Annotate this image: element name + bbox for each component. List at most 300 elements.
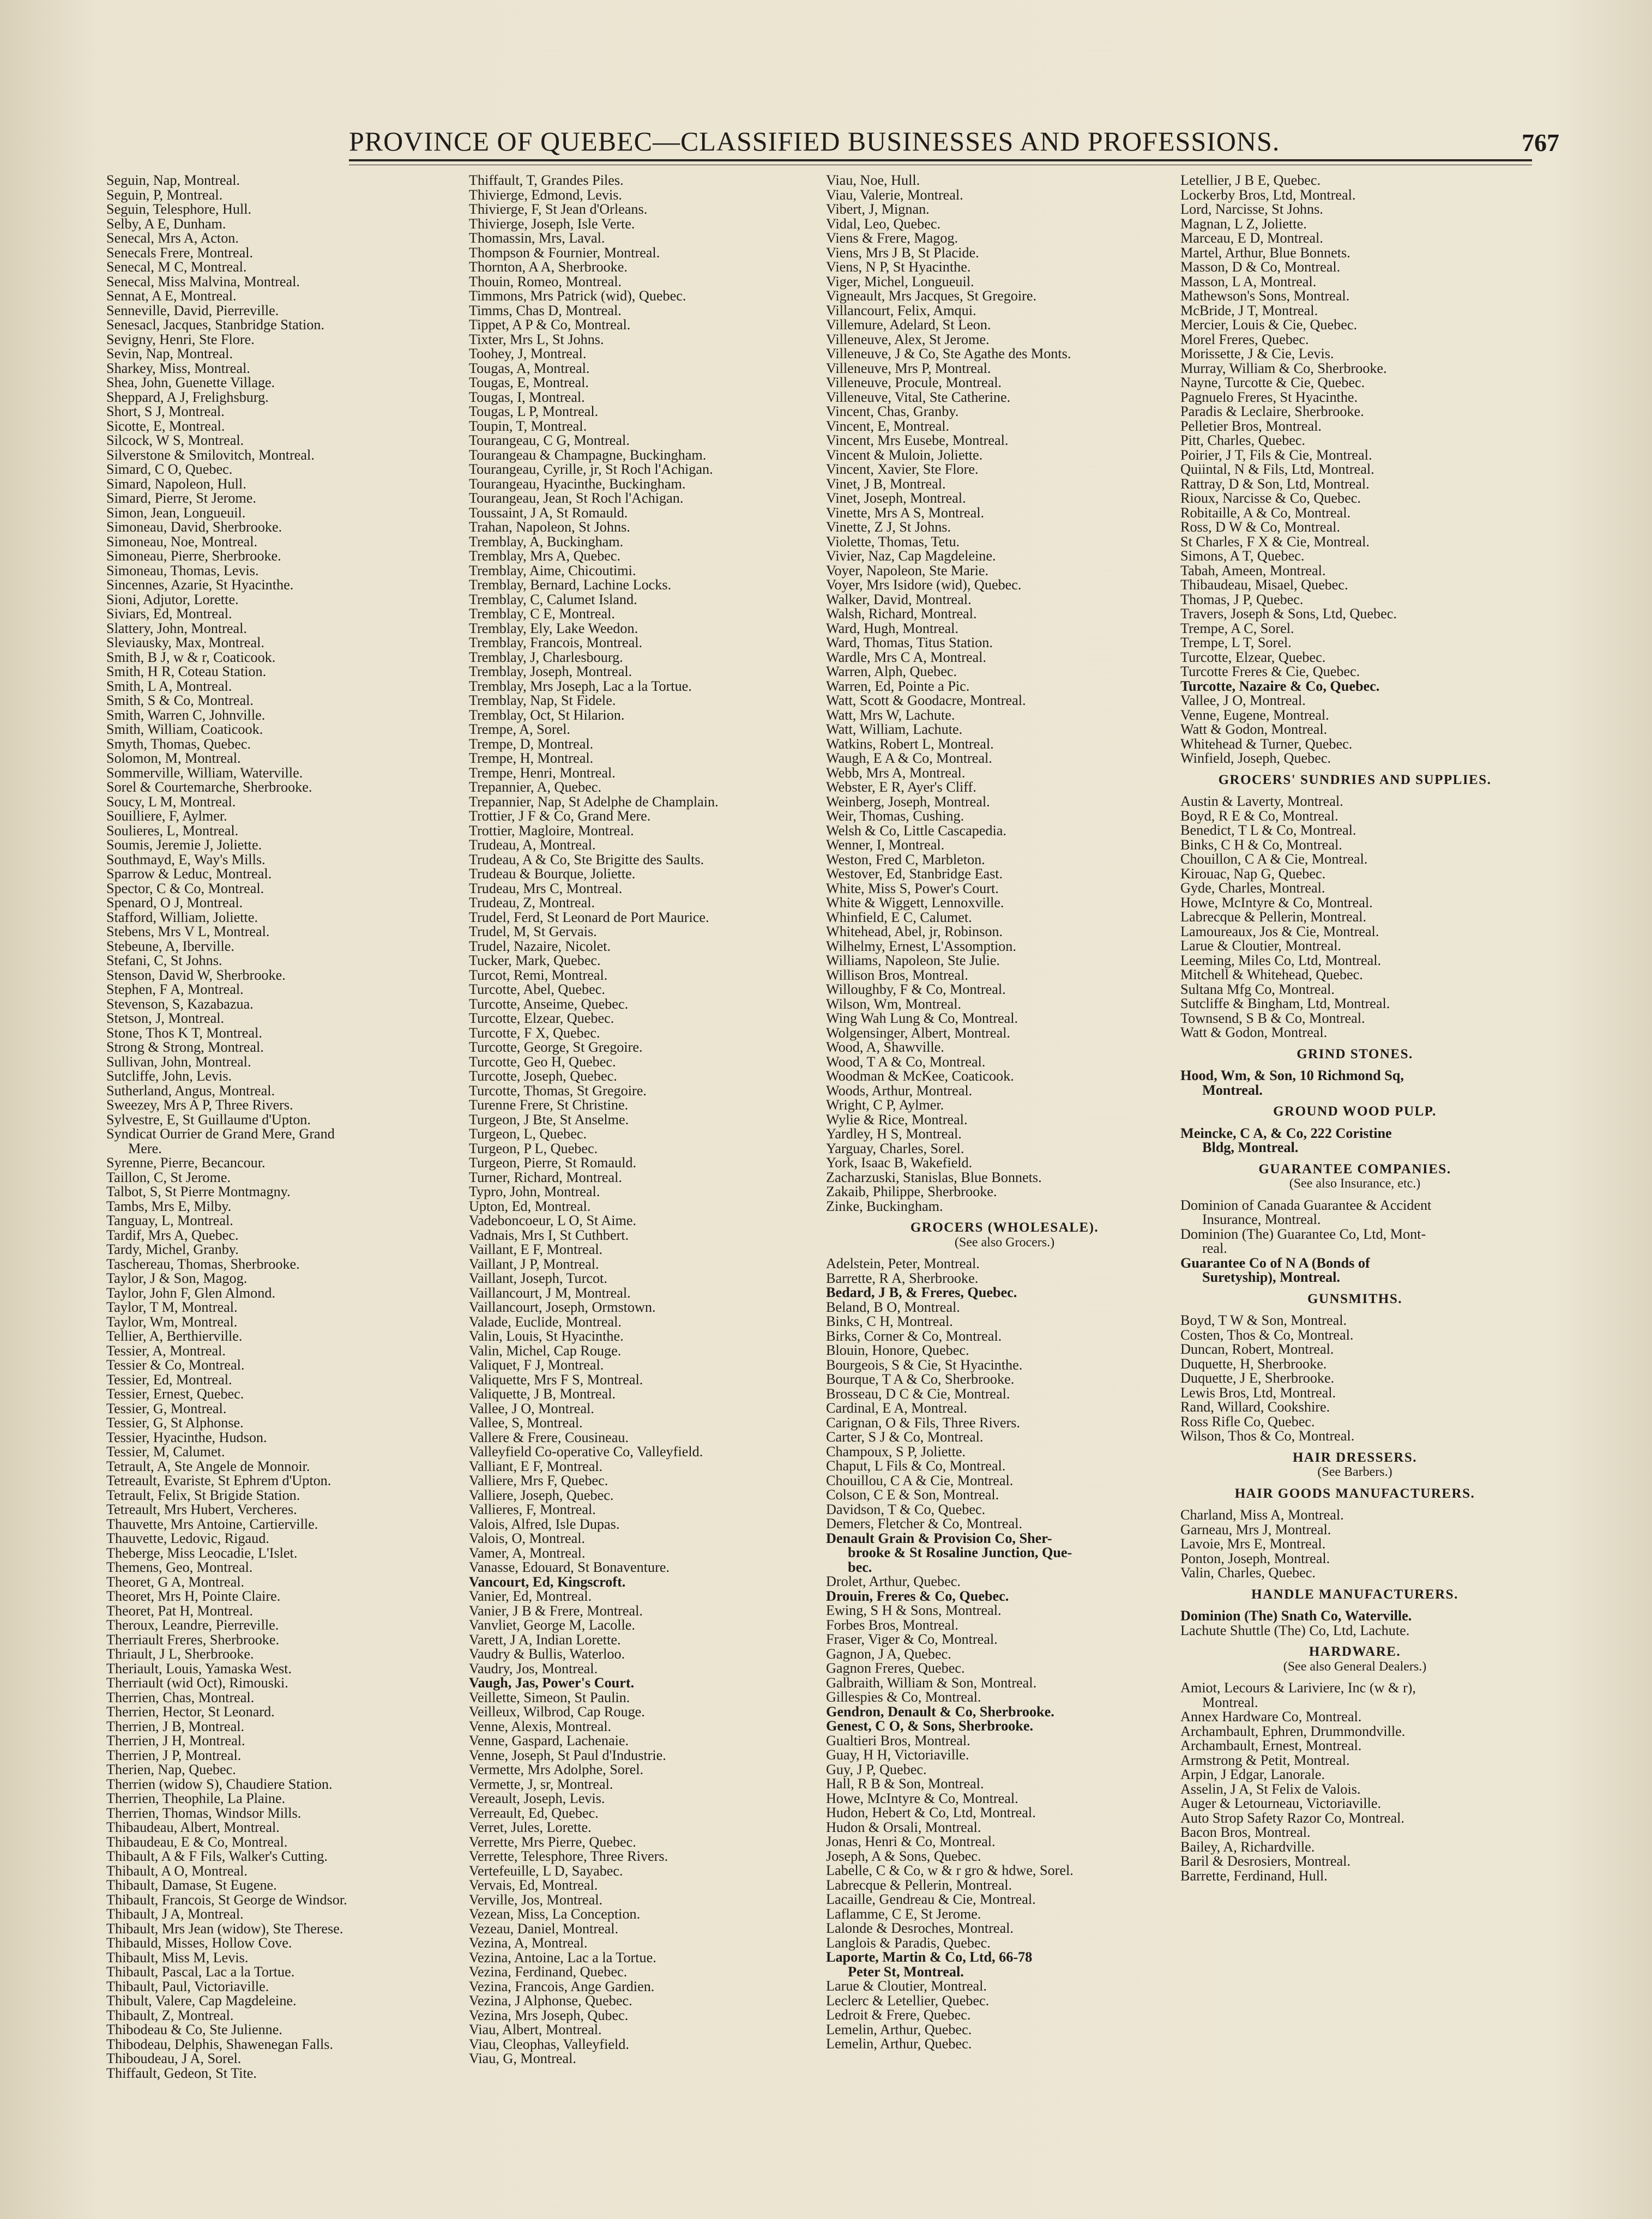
- listing-entry: Sincennes, Azarie, St Hyacinthe.: [106, 577, 294, 593]
- listing-entry: Watt, Scott & Goodacre, Montreal.: [826, 692, 1026, 708]
- listing-entry: Trepannier, A, Quebec.: [469, 779, 602, 795]
- listing-entry: Viger, Michel, Longueuil.: [826, 273, 974, 290]
- listing-entry: Bacon Bros, Montreal.: [1180, 1824, 1311, 1840]
- listing-entry: Austin & Laverty, Montreal.: [1180, 793, 1343, 809]
- listing-entry: Toupin, T, Montreal.: [469, 418, 587, 434]
- listing-entry: Wilson, Wm, Montreal.: [826, 996, 961, 1012]
- listing-entry: Stetson, J, Montreal.: [106, 1010, 225, 1026]
- listing-entry: Binks, C H & Co, Montreal.: [1180, 836, 1342, 853]
- listing-entry: Venne, Gaspard, Lachenaie.: [469, 1733, 629, 1748]
- listing-entry: Theoret, Pat H, Montreal.: [106, 1602, 254, 1619]
- listing-entry: Letellier, J B E, Quebec.: [1180, 173, 1321, 188]
- listing-entry: Thompson & Fournier, Montreal.: [469, 244, 660, 261]
- listing-entry: Beland, B O, Montreal.: [826, 1299, 960, 1315]
- listing-entry: Shea, John, Guenette Village.: [106, 375, 275, 390]
- listing-entry: Turcotte, Thomas, St Gregoire.: [469, 1082, 647, 1099]
- section-heading: GRIND STONES.: [1297, 1046, 1413, 1062]
- listing-entry: Quiintal, N & Fils, Ltd, Montreal.: [1180, 461, 1374, 477]
- listing-entry: Vaudry, Jos, Montreal.: [469, 1660, 598, 1677]
- listing-entry: Wolgensinger, Albert, Montreal.: [826, 1024, 1010, 1041]
- listing-entry: Tougas, A, Montreal.: [469, 360, 590, 376]
- listing-entry: Turner, Richard, Montreal.: [469, 1169, 622, 1185]
- listing-entry: Valois, Alfred, Isle Dupas.: [469, 1516, 620, 1532]
- listing-entry: Lord, Narcisse, St Johns.: [1180, 201, 1323, 217]
- listing-entry: Tremblay, Mrs A, Quebec.: [469, 548, 621, 564]
- listing-entry: Champoux, S P, Joliette.: [826, 1443, 966, 1460]
- listing-entry: Vezina, J Alphonse, Quebec.: [469, 1993, 632, 2009]
- listing-entry: Labrecque & Pellerin, Montreal.: [826, 1877, 1012, 1893]
- listing-entry: Theriault, Louis, Yamaska West.: [106, 1660, 292, 1677]
- listing-entry: Willoughby, F & Co, Montreal.: [826, 981, 1006, 997]
- listing-entry: Denault Grain & Provision Co, Sher-: [826, 1530, 1052, 1546]
- see-also-note: (See Barbers.): [1317, 1465, 1392, 1479]
- listing-entry: Vaillant, J P, Montreal.: [469, 1256, 599, 1272]
- listing-entry: Theoret, G A, Montreal.: [106, 1573, 245, 1590]
- listing-entry: Dominion (The) Guarantee Co, Ltd, Mont-: [1180, 1226, 1426, 1242]
- listing-entry: Auto Strop Safety Razor Co, Montreal.: [1180, 1810, 1404, 1826]
- listing-entry: Tremblay, J, Charlesbourg.: [469, 649, 623, 665]
- listing-entry: Westover, Ed, Stanbridge East.: [826, 866, 1003, 882]
- listing-entry: Thivierge, F, St Jean d'Orleans.: [469, 201, 648, 217]
- listing-entry: Vezina, Mrs Joseph, Qubec.: [469, 2007, 629, 2023]
- listing-entry: Trudeau, A & Co, Ste Brigitte des Saults.: [469, 851, 704, 867]
- listing-entry: Taylor, Wm, Montreal.: [106, 1313, 238, 1330]
- listing-entry: Sevin, Nap, Montreal.: [106, 346, 233, 361]
- listing-entry: Talbot, S, St Pierre Montmagny.: [106, 1184, 291, 1199]
- listing-entry: Townsend, S B & Co, Montreal.: [1180, 1010, 1365, 1026]
- listing-entry: Tambs, Mrs E, Milby.: [106, 1198, 232, 1214]
- listing-entry: Sharkey, Miss, Montreal.: [106, 360, 250, 376]
- listing-entry: Archambault, Ephren, Drummondville.: [1180, 1723, 1406, 1739]
- listing-entry: Gendron, Denault & Co, Sherbrooke.: [826, 1703, 1054, 1720]
- listing-entry: Thibodeau, Delphis, Shawenegan Falls.: [106, 2036, 334, 2052]
- spacer: [1180, 1155, 1529, 1162]
- listing-entry: Wilhelmy, Ernest, L'Assomption.: [826, 938, 1016, 954]
- section-heading: HARDWARE.: [1309, 1644, 1401, 1659]
- listing-entry: Yardley, H S, Montreal.: [826, 1126, 962, 1142]
- listing-entry: Trudeau, Z, Montreal.: [469, 895, 595, 910]
- section-heading: HANDLE MANUFACTURERS.: [1251, 1587, 1458, 1602]
- listing-entry: Simon, Jean, Longueuil.: [106, 504, 246, 521]
- listing-entry: Duncan, Robert, Montreal.: [1180, 1341, 1334, 1357]
- listing-entry: Weir, Thomas, Cushing.: [826, 808, 964, 824]
- listing-entry: Tessier, Ed, Montreal.: [106, 1371, 232, 1388]
- listing-entry: Verville, Jos, Montreal.: [469, 1891, 603, 1908]
- listing-entry: Cardinal, E A, Montreal.: [826, 1400, 967, 1416]
- listing-entry: Viens & Frere, Magog.: [826, 230, 958, 246]
- listing-entry: Watt & Godon, Montreal.: [1180, 721, 1328, 737]
- listing-entry: Seguin, Nap, Montreal.: [106, 173, 240, 188]
- listing-entry: Tessier, G, St Alphonse.: [106, 1415, 244, 1431]
- listing-entry: Violette, Thomas, Tetu.: [826, 533, 960, 550]
- listing-entry: Syndicat Ourrier de Grand Mere, Grand: [106, 1126, 335, 1142]
- listing-entry: Selby, A E, Dunham.: [106, 215, 226, 232]
- listing-entry: Viens, Mrs J B, St Placide.: [826, 244, 979, 261]
- listing-entry: Vanier, J B & Frere, Montreal.: [469, 1602, 643, 1619]
- listing-entry: Masson, L A, Montreal.: [1180, 273, 1317, 290]
- listing-entry: Murray, William & Co, Sherbrooke.: [1180, 360, 1387, 376]
- listing-entry: Thiffault, Gedeon, St Tite.: [106, 2065, 257, 2081]
- listing-entry: Vallere & Frere, Cousineau.: [469, 1429, 629, 1445]
- listing-entry: Thibault, J A, Montreal.: [106, 1906, 244, 1922]
- listing-entry: Vidal, Leo, Quebec.: [826, 215, 941, 232]
- section-heading: GROUND WOOD PULP.: [1273, 1104, 1437, 1119]
- listing-entry: Voyer, Mrs Isidore (wid), Quebec.: [826, 577, 1022, 593]
- listing-entry: Thibault, Mrs Jean (widow), Ste Therese.: [106, 1920, 343, 1937]
- listing-entry: Tourangeau & Champagne, Buckingham.: [469, 447, 707, 463]
- see-also-note: (See also Grocers.): [954, 1235, 1055, 1250]
- listing-entry: Vertefeuille, L D, Sayabec.: [469, 1862, 623, 1879]
- listing-entry: Benedict, T L & Co, Montreal.: [1180, 822, 1356, 838]
- listing-entry: Sylvestre, E, St Guillaume d'Upton.: [106, 1111, 311, 1127]
- listing-entry: Vaudry & Bullis, Waterloo.: [469, 1646, 625, 1662]
- listing-entry: Drolet, Arthur, Quebec.: [826, 1573, 961, 1589]
- listing-entry: Lalonde & Desroches, Montreal.: [826, 1920, 1014, 1936]
- listing-entry: Southmayd, E, Way's Mills.: [106, 851, 266, 867]
- listing-entry: Turcotte, F X, Quebec.: [469, 1024, 600, 1041]
- listing-entry: Vezina, Francois, Ange Gardien.: [469, 1978, 655, 1994]
- listing-entry: Veilleux, Wilbrod, Cap Rouge.: [469, 1704, 645, 1720]
- listing-entry: Rand, Willard, Cookshire.: [1180, 1399, 1330, 1415]
- listing-entry: St Charles, F X & Cie, Montreal.: [1180, 533, 1370, 550]
- listing-entry: Stefani, C, St Johns.: [106, 952, 222, 968]
- listing-entry: Spenard, O J, Montreal.: [106, 895, 243, 910]
- listing-entry: Senesacl, Jacques, Stanbridge Station.: [106, 317, 324, 333]
- listing-entry: Stafford, William, Joliette.: [106, 909, 258, 925]
- listing-entry: Theroux, Leandre, Pierreville.: [106, 1617, 279, 1633]
- listing-entry: Tessier & Co, Montreal.: [106, 1357, 245, 1373]
- listing-entry: Solomon, M, Montreal.: [106, 750, 241, 766]
- listing-entry: Walker, David, Montreal.: [826, 591, 972, 607]
- listing-entry: Hood, Wm, & Son, 10 Richmond Sq,: [1180, 1068, 1404, 1083]
- listing-entry: Lemelin, Arthur, Quebec.: [826, 2021, 972, 2037]
- listing-entry-continuation: Montreal.: [1202, 1694, 1258, 1710]
- listing-entry: Stephen, F A, Montreal.: [106, 981, 244, 997]
- listing-entry: Tremblay, Joseph, Montreal.: [469, 664, 632, 679]
- listing-entry: Thibault, Pascal, Lac a la Tortue.: [106, 1964, 295, 1980]
- listing-entry: Valade, Euclide, Montreal.: [469, 1313, 622, 1330]
- listing-entry: Simard, Pierre, St Jerome.: [106, 490, 256, 506]
- listing-entry: Laflamme, C E, St Jerome.: [826, 1906, 981, 1922]
- listing-entry: Valois, O, Montreal.: [469, 1530, 586, 1546]
- listing-entry: Syrenne, Pierre, Becancour.: [106, 1155, 266, 1171]
- listing-entry: Lewis Bros, Ltd, Montreal.: [1180, 1384, 1336, 1401]
- listing-entry: Smith, B J, w & r, Coaticook.: [106, 649, 276, 665]
- listing-entry: Tremblay, A, Buckingham.: [469, 533, 624, 550]
- listing-entry: Dominion of Canada Guarantee & Accident: [1180, 1197, 1432, 1213]
- listing-entry: Mercier, Louis & Cie, Quebec.: [1180, 317, 1358, 333]
- listing-entry: Carignan, O & Fils, Three Rivers.: [826, 1414, 1020, 1431]
- listing-entry: Lockerby Bros, Ltd, Montreal.: [1180, 186, 1356, 203]
- listing-entry-continuation: Suretyship), Montreal.: [1202, 1269, 1340, 1285]
- listing-entry: Valleyfield Co-operative Co, Valleyfield.: [469, 1444, 703, 1460]
- listing-entry: Hall, R B & Son, Montreal.: [826, 1776, 984, 1792]
- listing-entry: Woodman & McKee, Coaticook.: [826, 1068, 1014, 1084]
- listing-entry: Smith, L A, Montreal.: [106, 678, 232, 694]
- listing-entry: Therrien, J P, Montreal.: [106, 1747, 242, 1763]
- listing-entry: Viens, N P, St Hyacinthe.: [826, 259, 971, 275]
- listing-entry: Lemelin, Arthur, Quebec.: [826, 2036, 972, 2052]
- listing-entry: Timmons, Mrs Patrick (wid), Quebec.: [469, 288, 686, 304]
- listing-entry: Tardy, Michel, Granby.: [106, 1241, 239, 1257]
- listing-entry: Veillette, Simeon, St Paulin.: [469, 1689, 630, 1705]
- listing-entry: York, Isaac B, Wakefield.: [826, 1155, 973, 1171]
- listing-entry: Thomas, J P, Quebec.: [1180, 591, 1304, 607]
- listing-entry: Willison Bros, Montreal.: [826, 967, 968, 983]
- listing-entry: Trahan, Napoleon, St Johns.: [469, 519, 630, 535]
- listing-entry: Morel Freres, Quebec.: [1180, 331, 1309, 347]
- listing-entry-continuation: Insurance, Montreal.: [1202, 1211, 1321, 1227]
- listing-entry: Travers, Joseph & Sons, Ltd, Quebec.: [1180, 606, 1397, 622]
- listing-entry: Tremblay, Aime, Chicoutimi.: [469, 562, 636, 578]
- listing-entry: Garneau, Mrs J, Montreal.: [1180, 1521, 1331, 1537]
- listing-entry: Trempe, Henri, Montreal.: [469, 764, 616, 781]
- listing-entry: Valiquet, F J, Montreal.: [469, 1357, 604, 1373]
- listing-entry-continuation: Mere.: [128, 1140, 162, 1156]
- listing-entry: Genest, C O, & Sons, Sherbrooke.: [826, 1718, 1033, 1734]
- listing-entry: Sheppard, A J, Frelighsburg.: [106, 389, 269, 405]
- listing-entry: Guy, J P, Quebec.: [826, 1761, 927, 1777]
- listing-entry: Brosseau, D C & Cie, Montreal.: [826, 1385, 1010, 1402]
- listing-entry: Whitehead, Abel, jr, Robinson.: [826, 924, 1003, 939]
- listing-entry: Simard, C O, Quebec.: [106, 461, 233, 477]
- listing-entry: Arpin, J Edgar, Lanorale.: [1180, 1766, 1325, 1782]
- listing-entry: Vezeau, Daniel, Montreal.: [469, 1920, 619, 1937]
- listing-entry: Vermette, J, sr, Montreal.: [469, 1776, 613, 1792]
- listing-entry: Vezina, Antoine, Lac a la Tortue.: [469, 1949, 656, 1965]
- listing-entry: Vigneault, Mrs Jacques, St Gregoire.: [826, 288, 1037, 304]
- listing-entry: Vadeboncoeur, L O, St Aime.: [469, 1213, 637, 1228]
- listing-entry: Magnan, L Z, Joliette.: [1180, 215, 1307, 232]
- listing-entry: Vamer, A, Montreal.: [469, 1545, 586, 1561]
- listing-entry: Stone, Thos K T, Montreal.: [106, 1024, 262, 1041]
- listing-entry: Tessier, Hyacinthe, Hudson.: [106, 1429, 267, 1445]
- listing-entry: Zinke, Buckingham.: [826, 1198, 943, 1214]
- listing-entry: Vezina, A, Montreal.: [469, 1935, 588, 1951]
- listing-entry: Mitchell & Whitehead, Quebec.: [1180, 967, 1363, 982]
- listing-entry: Trudeau & Bourque, Joliette.: [469, 866, 636, 882]
- listing-entry: Morissette, J & Cie, Levis.: [1180, 346, 1334, 361]
- listing-entry: Valiquette, J B, Montreal.: [469, 1386, 616, 1402]
- listing-entry: Thibault, Z, Montreal.: [106, 2007, 234, 2023]
- listing-entry: Walsh, Richard, Montreal.: [826, 606, 977, 622]
- listing-entry: Viau, Valerie, Montreal.: [826, 186, 963, 203]
- listing-entry: Whitehead & Turner, Quebec.: [1180, 735, 1353, 752]
- listing-entry: Williams, Napoleon, Ste Julie.: [826, 952, 1000, 968]
- listing-entry: Thriault, J L, Sherbrooke.: [106, 1646, 254, 1662]
- listing-entry: Varett, J A, Indian Lorette.: [469, 1631, 621, 1648]
- listing-entry: Stebens, Mrs V L, Montreal.: [106, 924, 270, 939]
- listing-entry: Tessier, M, Calumet.: [106, 1444, 225, 1460]
- listing-entry: Vaugh, Jas, Power's Court.: [469, 1675, 635, 1691]
- listing-entry: Trempe, A C, Sorel.: [1180, 620, 1294, 636]
- listing-entry: Howe, McIntyre & Co, Montreal.: [826, 1790, 1018, 1806]
- listing-entry: Trudel, M, St Gervais.: [469, 924, 597, 939]
- listing-entry: Valliere, Joseph, Quebec.: [469, 1487, 614, 1503]
- listing-entry: Tougas, I, Montreal.: [469, 389, 585, 405]
- listing-entry-continuation: Peter St, Montreal.: [848, 1963, 964, 1980]
- listing-entry: Trempe, A, Sorel.: [469, 721, 570, 737]
- listing-entry: Therrien, J H, Montreal.: [106, 1733, 245, 1748]
- listing-entry: Vermette, Mrs Adolphe, Sorel.: [469, 1762, 644, 1777]
- listing-entry: Smyth, Thomas, Quebec.: [106, 735, 251, 752]
- listing-entry: Tixter, Mrs L, St Johns.: [469, 331, 604, 347]
- listing-entry: Laporte, Martin & Co, Ltd, 66-78: [826, 1949, 1033, 1965]
- listing-entry: Tremblay, Ely, Lake Weedon.: [469, 620, 638, 636]
- listing-entry: Yarguay, Charles, Sorel.: [826, 1140, 964, 1156]
- listing-entry: Howe, McIntyre & Co, Montreal.: [1180, 894, 1373, 910]
- listing-entry: Theoret, Mrs H, Pointe Claire.: [106, 1588, 281, 1604]
- listing-entry: Mathewson's Sons, Montreal.: [1180, 288, 1350, 304]
- listing-entry: Soumis, Jeremie J, Joliette.: [106, 837, 262, 853]
- listing-entry: Charland, Miss A, Montreal.: [1180, 1507, 1344, 1523]
- listing-entry: Lacaille, Gendreau & Cie, Montreal.: [826, 1891, 1036, 1907]
- listing-entry: Therriault (wid Oct), Rimouski.: [106, 1675, 288, 1691]
- header-rule: [349, 159, 1532, 165]
- listing-entry: Wood, T A & Co, Montreal.: [826, 1053, 986, 1070]
- listing-entry: Winfield, Joseph, Quebec.: [1180, 750, 1331, 766]
- listing-entry: Sweezey, Mrs A P, Three Rivers.: [106, 1097, 293, 1113]
- listing-entry: Short, S J, Montreal.: [106, 403, 225, 419]
- listing-entry: Vancourt, Ed, Kingscroft.: [469, 1573, 626, 1590]
- listing-entry: Wenner, I, Montreal.: [826, 837, 945, 853]
- listing-entry-continuation: Bldg, Montreal.: [1202, 1139, 1299, 1155]
- listing-entry: Warren, Ed, Pointe a Pic.: [826, 678, 970, 694]
- listing-entry: Tremblay, Francois, Montreal.: [469, 635, 643, 650]
- listing-entry: Tourangeau, Jean, St Roch l'Achigan.: [469, 490, 684, 506]
- listing-entry: Blouin, Honore, Quebec.: [826, 1342, 969, 1358]
- listing-entry: Weinberg, Joseph, Montreal.: [826, 793, 990, 810]
- column-2: [469, 173, 810, 2066]
- listing-entry: Duquette, J E, Sherbrooke.: [1180, 1370, 1335, 1386]
- listing-entry: Wood, A, Shawville.: [826, 1039, 944, 1055]
- listing-entry: Sullivan, John, Montreal.: [106, 1053, 251, 1070]
- listing-entry: Villancourt, Felix, Amqui.: [826, 302, 976, 318]
- listing-entry: Thibault, Francois, St George de Windsor.: [106, 1891, 347, 1908]
- listing-entry: Tetrault, Felix, St Brigide Station.: [106, 1487, 300, 1503]
- listing-entry: Vaillant, E F, Montreal.: [469, 1241, 603, 1257]
- listing-entry: Thouin, Romeo, Montreal.: [469, 273, 622, 290]
- listing-entry: Thomassin, Mrs, Laval.: [469, 230, 605, 246]
- listing-entry: Rioux, Narcisse & Co, Quebec.: [1180, 490, 1361, 506]
- listing-entry: Tourangeau, C G, Montreal.: [469, 432, 630, 448]
- listing-entry: Simoneau, David, Sherbrooke.: [106, 519, 282, 535]
- listing-entry: Tardif, Mrs A, Quebec.: [106, 1227, 239, 1243]
- listing-entry: Vincent, Xavier, Ste Flore.: [826, 461, 979, 477]
- listing-entry: Trepannier, Nap, St Adelphe de Champlain.: [469, 793, 719, 810]
- listing-entry: Sultana Mfg Co, Montreal.: [1180, 981, 1335, 997]
- spacer: [1180, 1444, 1529, 1451]
- listing-entry: Verrette, Telesphore, Three Rivers.: [469, 1848, 668, 1864]
- listing-entry: Thibault, Miss M, Levis.: [106, 1949, 249, 1965]
- listing-entry: Ross Rifle Co, Quebec.: [1180, 1413, 1315, 1430]
- listing-entry: Vaillant, Joseph, Turcot.: [469, 1270, 607, 1286]
- listing-entry: Webster, E R, Ayer's Cliff.: [826, 779, 976, 795]
- listing-entry: Turcotte, George, St Gregoire.: [469, 1039, 643, 1055]
- listing-entry: Turgeon, P L, Quebec.: [469, 1140, 598, 1156]
- listing-entry: Senecal, Miss Malvina, Montreal.: [106, 273, 300, 290]
- listing-entry: Sutcliffe & Bingham, Ltd, Montreal.: [1180, 996, 1390, 1011]
- listing-entry: Seguin, Telesphore, Hull.: [106, 201, 252, 217]
- listing-entry: Pitt, Charles, Quebec.: [1180, 432, 1306, 448]
- listing-entry: Boyd, R E & Co, Montreal.: [1180, 807, 1339, 824]
- listing-entry: Vallee, J O, Montreal.: [1180, 692, 1306, 708]
- listing-entry: Simoneau, Pierre, Sherbrooke.: [106, 548, 281, 564]
- listing-entry: Vallee, J O, Montreal.: [469, 1400, 594, 1416]
- listing-entry: Tourangeau, Cyrille, jr, St Roch l'Achigan.: [469, 461, 713, 477]
- listing-entry: Asselin, J A, St Felix de Valois.: [1180, 1781, 1361, 1797]
- listing-entry: Vadnais, Mrs I, St Cuthbert.: [469, 1227, 629, 1243]
- listing-entry: Silverstone & Smilovitch, Montreal.: [106, 447, 315, 463]
- listing-entry: Thivierge, Joseph, Isle Verte.: [469, 215, 635, 232]
- listing-entry: Vanvliet, George M, Lacolle.: [469, 1617, 635, 1633]
- listing-entry: Tetreault, Evariste, St Ephrem d'Upton.: [106, 1473, 331, 1488]
- listing-entry: Toussaint, J A, St Romauld.: [469, 504, 628, 521]
- listing-entry: Wright, C P, Aylmer.: [826, 1097, 944, 1113]
- listing-entry: Trudel, Nazaire, Nicolet.: [469, 938, 611, 954]
- listing-entry: Tellier, A, Berthierville.: [106, 1328, 243, 1344]
- listing-entry: Thibaudeau, Misael, Quebec.: [1180, 577, 1348, 593]
- listing-entry: Auger & Letourneau, Victoriaville.: [1180, 1795, 1382, 1811]
- listing-entry: Therrien, Theophile, La Plaine.: [106, 1790, 286, 1806]
- listing-entry: Vallieres, F, Montreal.: [469, 1502, 596, 1517]
- listing-entry: Gagnon, J A, Quebec.: [826, 1645, 951, 1662]
- listing-entry: Senecal, Mrs A, Acton.: [106, 230, 239, 246]
- listing-entry: Sioni, Adjutor, Lorette.: [106, 591, 239, 607]
- listing-entry: Tremblay, Bernard, Lachine Locks.: [469, 577, 672, 593]
- listing-entry: Ward, Thomas, Titus Station.: [826, 635, 993, 650]
- listing-entry: Nayne, Turcotte & Cie, Quebec.: [1180, 375, 1365, 390]
- listing-entry: Larue & Cloutier, Montreal.: [826, 1978, 987, 1994]
- listing-entry: Villeneuve, Mrs P, Montreal.: [826, 360, 991, 376]
- listing-entry: Labrecque & Pellerin, Montreal.: [1180, 909, 1367, 925]
- listing-entry: Trempe, L T, Sorel.: [1180, 635, 1292, 650]
- listing-entry: Turgeon, Pierre, St Romauld.: [469, 1155, 636, 1171]
- listing-entry: Therrien, Hector, St Leonard.: [106, 1704, 275, 1720]
- listing-entry: Simons, A T, Quebec.: [1180, 548, 1305, 564]
- listing-entry: Sleviausky, Max, Montreal.: [106, 635, 264, 650]
- listing-entry: Joseph, A & Sons, Quebec.: [826, 1848, 981, 1864]
- listing-entry: Sutherland, Angus, Montreal.: [106, 1082, 275, 1099]
- listing-entry: Souilliere, F, Aylmer.: [106, 808, 227, 824]
- listing-entry: Webb, Mrs A, Montreal.: [826, 764, 966, 781]
- listing-entry: Therrien, J B, Montreal.: [106, 1718, 245, 1734]
- listing-entry: Strong & Strong, Montreal.: [106, 1039, 264, 1055]
- listing-entry: Soucy, L M, Montreal.: [106, 793, 236, 810]
- listing-entry: Viau, G, Montreal.: [469, 2051, 576, 2066]
- column-4: [1180, 173, 1529, 1883]
- listing-entry: Carter, S J & Co, Montreal.: [826, 1429, 984, 1445]
- see-also-note: (See also General Dealers.): [1283, 1659, 1427, 1674]
- listing-entry: Tippet, A P & Co, Montreal.: [469, 317, 631, 333]
- listing-entry: Vinet, Joseph, Montreal.: [826, 490, 966, 506]
- listing-entry: Watt & Godon, Montreal.: [1180, 1024, 1328, 1040]
- listing-entry: Chouillou, C A & Cie, Montreal.: [826, 1472, 1014, 1488]
- listing-entry: Vincent, E, Montreal.: [826, 418, 950, 434]
- listing-entry: Trudel, Ferd, St Leonard de Port Maurice.: [469, 909, 709, 925]
- listing-entry: Thibault, A & F Fils, Walker's Cutting.: [106, 1848, 328, 1864]
- listing-entry: Thibault, Damase, St Eugene.: [106, 1877, 277, 1893]
- listing-entry: Thauvette, Mrs Antoine, Cartierville.: [106, 1516, 318, 1532]
- listing-entry: Theberge, Miss Leocadie, L'Islet.: [106, 1545, 298, 1561]
- listing-entry: Sommerville, William, Waterville.: [106, 764, 303, 781]
- listing-entry: Barrette, Ferdinand, Hull.: [1180, 1867, 1328, 1883]
- listing-entry: Therrien, Thomas, Windsor Mills.: [106, 1805, 302, 1821]
- listing-entry: Sorel & Courtemarche, Sherbrooke.: [106, 779, 312, 795]
- listing-entry: Therrien (widow S), Chaudiere Station.: [106, 1776, 333, 1792]
- listing-entry: Taillon, C, St Jerome.: [106, 1169, 231, 1185]
- listing-entry: Lavoie, Mrs E, Montreal.: [1180, 1536, 1326, 1552]
